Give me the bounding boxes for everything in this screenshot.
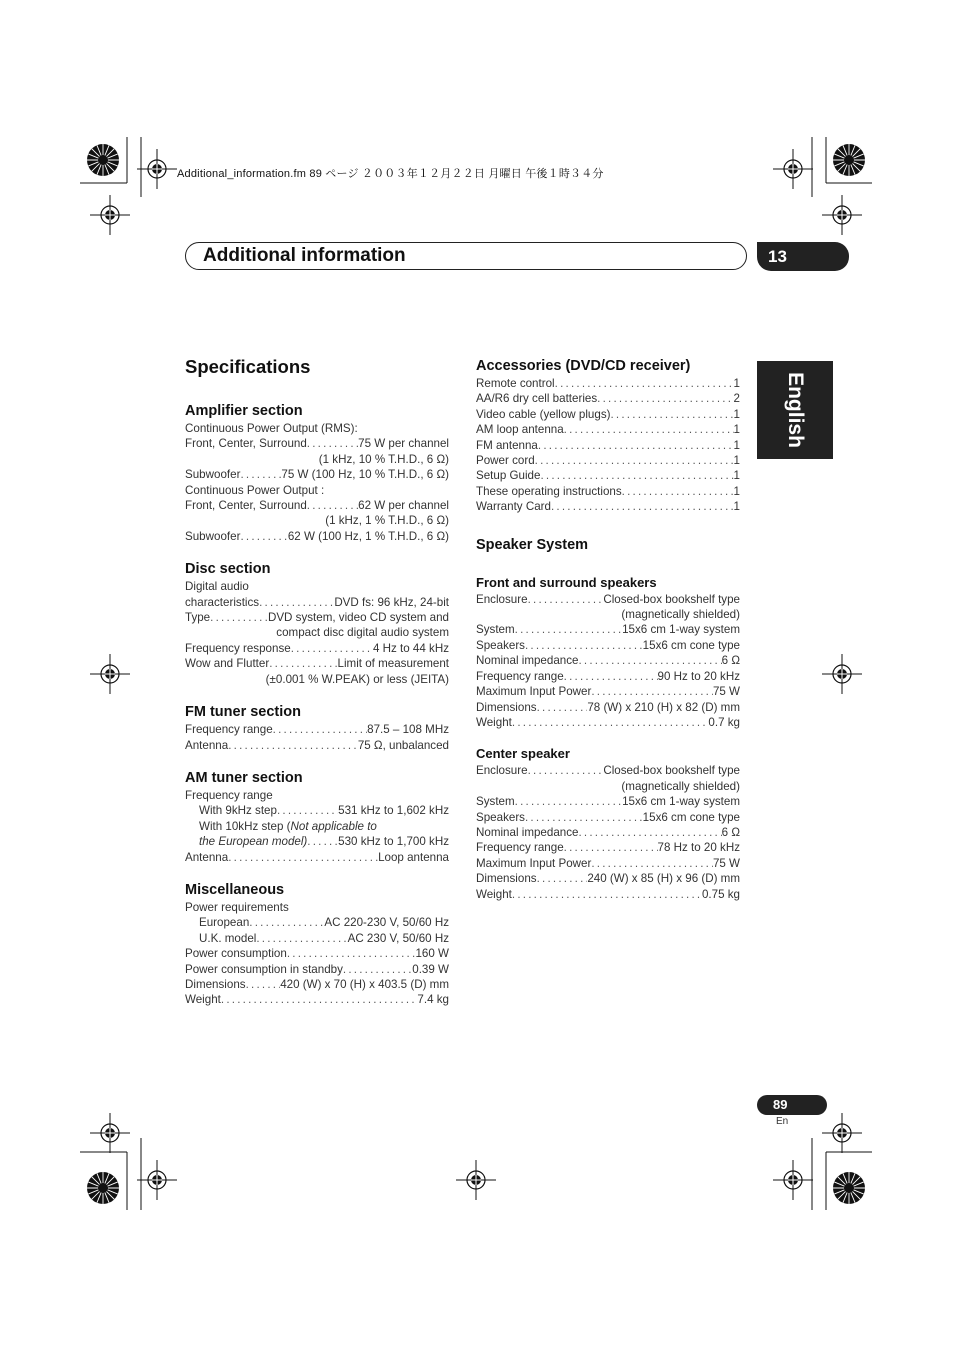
spec-value: 1 — [733, 377, 740, 390]
spec-row: Front, Center, Surround . . . 62 W per channel — [185, 498, 449, 513]
spec-row — [476, 468, 740, 483]
speaker-system-heading: Speaker System — [476, 536, 589, 553]
spec-label: Speakers — [476, 810, 525, 824]
section-title: Additional information — [203, 245, 406, 266]
center-speaker-list — [476, 794, 740, 902]
disc-heading: Disc section — [185, 561, 271, 578]
spec-line: (±0.001 % W.PEAK) or less (JEITA) — [265, 672, 449, 686]
spec-value: 6 Ω — [721, 654, 740, 668]
spec-line: Continuous Power Output (RMS): — [185, 422, 358, 435]
right-column — [476, 356, 740, 902]
spec-row: Antenna . . . 75 Ω, unbalanced — [185, 738, 449, 753]
spec-value: 1 — [733, 407, 740, 421]
spec-row: With 9kHz step . . . 531 kHz to 1,602 kHz — [185, 803, 449, 818]
spec-value: 90 Hz to 20 kHz — [657, 669, 740, 683]
spec-value: 240 (W) x 85 (H) x 96 (D) mm — [587, 872, 740, 886]
spec-row: Front, Center, Surround . . . 75 W per channel — [185, 436, 449, 451]
spec-value: 15x6 cm cone type — [642, 638, 740, 652]
spec-line: (1 kHz, 1 % T.H.D., 6 Ω) — [325, 514, 449, 528]
spec-row — [476, 887, 740, 902]
front-speakers-heading: Front and surround speakers — [476, 574, 657, 590]
spec-label: Setup Guide — [476, 469, 541, 483]
spec-row — [476, 810, 740, 825]
spec-label: FM antenna — [476, 438, 538, 452]
spec-row: Wow and Flutter . . . Limit of measurement — [185, 656, 449, 671]
spec-line: Frequency range — [185, 788, 273, 802]
spec-line: compact disc digital audio system — [276, 626, 449, 640]
spec-row — [476, 622, 740, 637]
spec-row — [476, 407, 740, 422]
spec-label: Remote control — [476, 377, 555, 390]
language-tab-label: English — [784, 372, 807, 448]
spec-value: 15x6 cm 1-way system — [622, 795, 740, 809]
spec-label: Maximum Input Power — [476, 856, 592, 870]
spec-row — [476, 422, 740, 437]
spec-row — [476, 684, 740, 699]
spec-label: Frequency range — [476, 669, 564, 683]
spec-row: characteristics . . . DVD fs: 96 kHz, 24-bit — [185, 595, 449, 610]
spec-row — [476, 825, 740, 840]
spec-label: Frequency range — [476, 841, 564, 855]
fm-heading: FM tuner section — [185, 704, 302, 721]
spec-row — [476, 653, 740, 668]
spec-label: These operating instructions — [476, 484, 622, 498]
spec-row — [476, 794, 740, 809]
spec-label: Nominal impedance — [476, 654, 579, 668]
spec-value: 0.7 kg — [708, 715, 740, 729]
spec-value: 78 (W) x 210 (H) x 82 (D) mm — [587, 700, 740, 714]
spec-label: Warranty Card — [476, 500, 551, 514]
spec-row — [476, 391, 740, 406]
spec-row: Power consumption . . . 160 W — [185, 946, 449, 961]
spec-value: 1 — [733, 438, 740, 452]
spec-value: 6 Ω — [721, 825, 740, 839]
page-language: En — [776, 1116, 789, 1127]
spec-value: 1 — [733, 454, 740, 468]
spec-label: System — [476, 623, 515, 637]
spec-row — [476, 840, 740, 855]
spec-row: Subwoofer . . . 75 W (100 Hz, 10 % T.H.D., 6 Ω) — [185, 467, 449, 482]
spec-row: U.K. model . . . AC 230 V, 50/60 Hz — [185, 931, 449, 946]
spec-label: Maximum Input Power — [476, 685, 592, 699]
spec-value: 1 — [733, 500, 740, 514]
misc-heading: Miscellaneous — [185, 881, 285, 898]
spec-line: Power requirements — [185, 900, 289, 914]
spec-row: Enclosure . . . Closed-box bookshelf type — [476, 763, 740, 778]
spec-row — [476, 453, 740, 468]
front-speakers-list — [476, 622, 740, 730]
spec-row — [476, 871, 740, 886]
spec-value: 15x6 cm 1-way system — [622, 623, 740, 637]
spec-row: Type . . . DVD system, video CD system and — [185, 610, 449, 625]
spec-row — [476, 715, 740, 730]
spec-row: Dimensions . . . 420 (W) x 70 (H) x 403.5 (D) mm — [185, 977, 449, 992]
spec-value: 1 — [733, 484, 740, 498]
spec-line: Digital audio — [185, 580, 249, 594]
spec-label: Dimensions — [476, 700, 537, 714]
spec-value: 0.75 kg — [701, 887, 740, 901]
spec-label: Power cord — [476, 454, 535, 468]
spec-label: Weight — [476, 715, 512, 729]
am-heading: AM tuner section — [185, 769, 303, 786]
center-speaker-heading: Center speaker — [476, 746, 570, 762]
spec-label: AA/R6 dry cell batteries — [476, 392, 598, 406]
spec-value: 75 W — [712, 685, 740, 699]
spec-line: Continuous Power Output : — [185, 483, 325, 497]
spec-row — [476, 856, 740, 871]
spec-row: Frequency range . . . 87.5 – 108 MHz — [185, 722, 449, 737]
spec-value: 1 — [733, 469, 740, 483]
accessories-heading: Accessories (DVD/CD receiver) — [476, 358, 691, 374]
left-column — [185, 355, 449, 1008]
spec-row: Weight . . . 7.4 kg — [185, 992, 449, 1007]
spec-row — [476, 376, 740, 391]
spec-value: 2 — [733, 392, 740, 406]
spec-row: Enclosure . . . Closed-box bookshelf type — [476, 592, 740, 607]
spec-row — [476, 669, 740, 684]
page-number-badge — [757, 1095, 827, 1115]
spec-line: (1 kHz, 10 % T.H.D., 6 Ω) — [318, 452, 449, 466]
spec-row — [476, 700, 740, 715]
spec-label: Speakers — [476, 638, 525, 652]
spec-row: European . . . AC 220-230 V, 50/60 Hz — [185, 915, 449, 930]
spec-row: Frequency response . . . 4 Hz to 44 kHz — [185, 641, 449, 656]
spec-line: (magnetically shielded) — [621, 779, 740, 793]
spec-label: Video cable (yellow plugs) — [476, 407, 611, 421]
accessories-list — [476, 376, 740, 515]
spec-value: 15x6 cm cone type — [642, 810, 740, 824]
spec-row: Power consumption in standby . . . 0.39 W — [185, 962, 449, 977]
spec-row: the European model) . . . 530 kHz to 1,700 kHz — [185, 834, 449, 849]
chapter-number: 13 — [768, 247, 787, 266]
page-number: 89 — [773, 1097, 788, 1112]
spec-row: Antenna . . . Loop antenna — [185, 850, 449, 865]
spec-row — [476, 499, 740, 514]
spec-label: AM loop antenna — [476, 423, 564, 437]
spec-row — [476, 484, 740, 499]
file-header: Additional_information.fm 89 ページ ２００３年１２月２２日 月曜日 午後１時３４分 — [177, 168, 604, 180]
spec-line: (magnetically shielded) — [621, 608, 740, 622]
spec-row: Subwoofer . . . 62 W (100 Hz, 1 % T.H.D., 6 Ω) — [185, 529, 449, 544]
amplifier-heading: Amplifier section — [185, 403, 303, 419]
spec-value: 78 Hz to 20 kHz — [657, 841, 740, 855]
spec-value: 75 W — [712, 856, 740, 870]
spec-value: 1 — [733, 423, 740, 437]
spec-label: Dimensions — [476, 872, 537, 886]
spec-label: System — [476, 795, 515, 809]
spec-line: With 10kHz step (Not applicable to — [199, 819, 377, 833]
spec-label: Weight — [476, 887, 512, 901]
spec-row — [476, 638, 740, 653]
spec-row — [476, 438, 740, 453]
page-title: Specifications — [185, 356, 311, 377]
language-tab — [757, 361, 833, 459]
spec-label: Nominal impedance — [476, 825, 579, 839]
